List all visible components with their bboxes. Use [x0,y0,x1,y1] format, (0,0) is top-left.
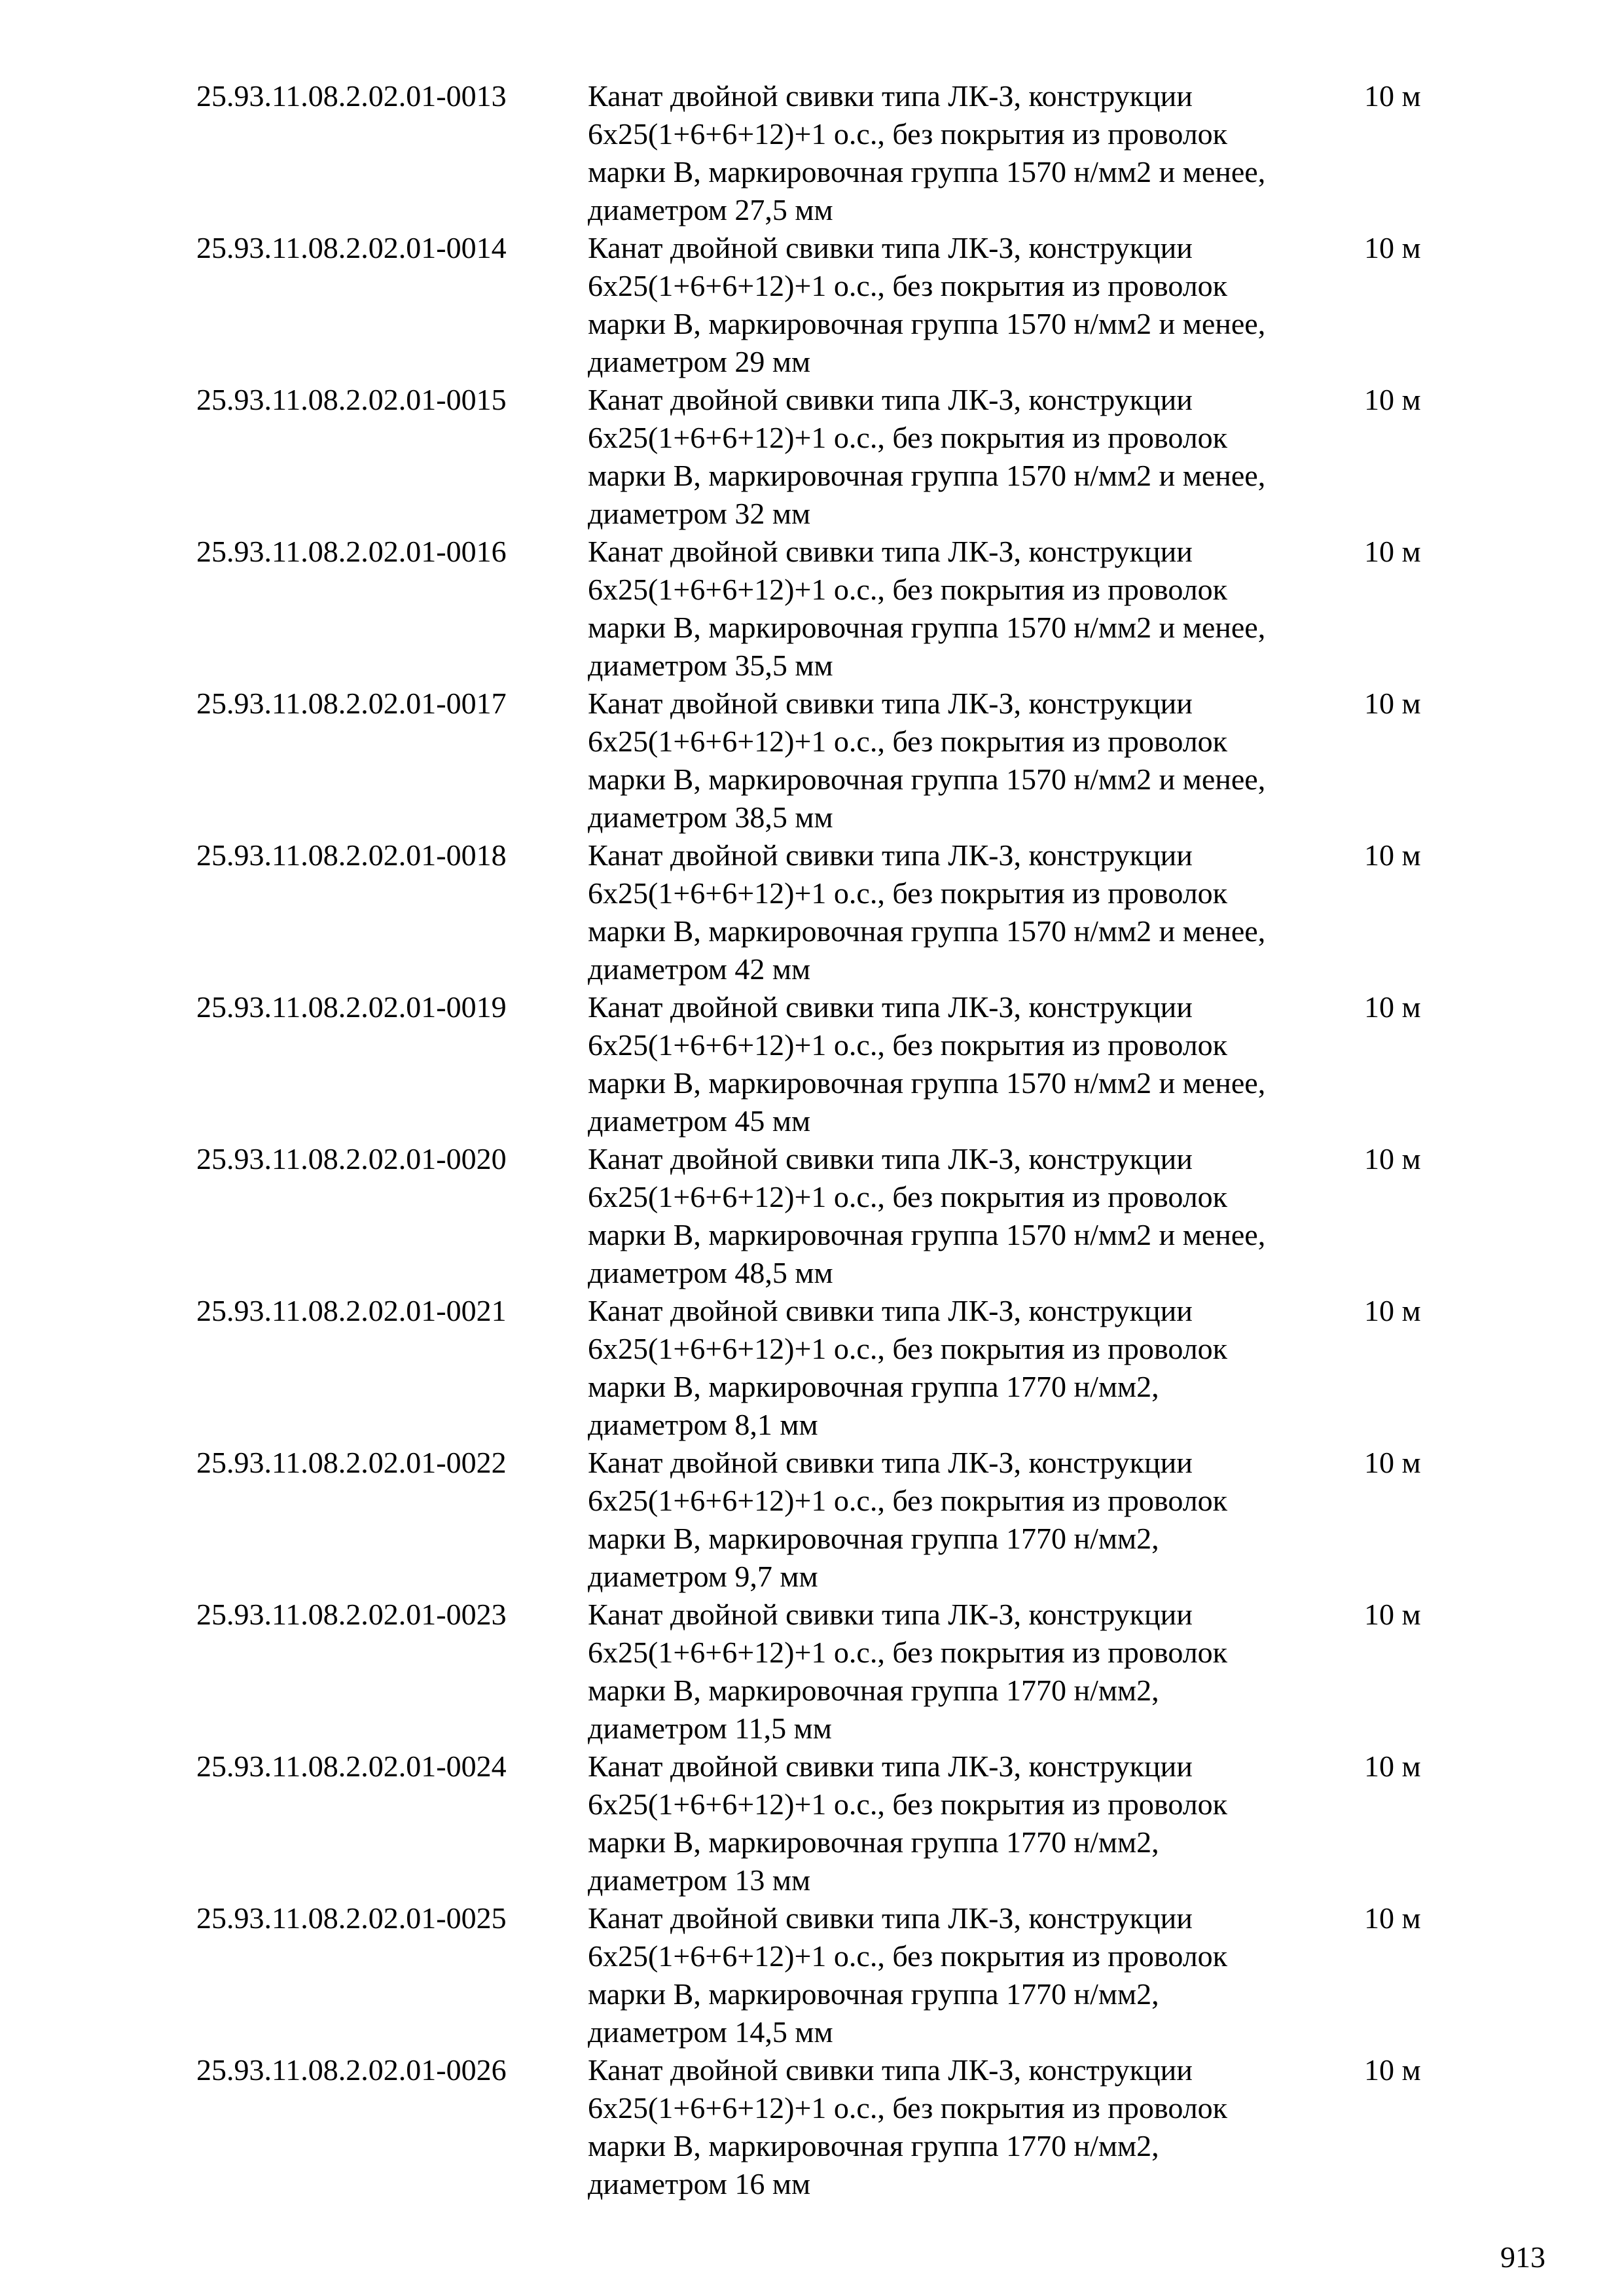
unit-of-measure: 10 м [1364,1901,1421,1935]
resource-description [588,229,1364,381]
description-line: марки В, маркировочная группа 1570 н/мм2 и менее, [588,762,1266,796]
description-line: диаметром 29 мм [588,345,811,378]
description-line: Канат двойной свивки типа ЛК-З, конструкции [588,231,1193,264]
unit-of-measure: 10 м [1364,1749,1421,1783]
resource-code: 25.93.11.08.2.02.01-0015 [196,383,507,416]
description-line: 6х25(1+6+6+12)+1 о.с., без покрытия из проволок [588,421,1228,454]
description-line: марки В, маркировочная группа 1770 н/мм2, [588,1522,1159,1555]
resource-code: 25.93.11.08.2.02.01-0018 [196,838,507,872]
description-line: диаметром 27,5 мм [588,193,833,226]
description-line: 6х25(1+6+6+12)+1 о.с., без покрытия из проволок [588,1180,1228,1213]
resource-code: 25.93.11.08.2.02.01-0025 [196,1901,507,1935]
table-row [196,1140,1440,1292]
resource-description [588,533,1364,685]
table-row [196,1596,1440,1748]
unit-of-measure: 10 м [1364,1446,1421,1479]
description-line: Канат двойной свивки типа ЛК-З, конструкции [588,990,1193,1024]
resource-code: 25.93.11.08.2.02.01-0026 [196,2053,507,2087]
unit-of-measure: 10 м [1364,838,1421,872]
unit-of-measure: 10 м [1364,1294,1421,1327]
description-line: Канат двойной свивки типа ЛК-З, конструкции [588,2053,1193,2087]
description-line: 6х25(1+6+6+12)+1 о.с., без покрытия из проволок [588,1787,1228,1821]
unit-of-measure: 10 м [1364,1598,1421,1631]
table-row [196,836,1440,988]
resource-description [588,77,1364,229]
resource-code: 25.93.11.08.2.02.01-0013 [196,79,507,113]
description-line: 6х25(1+6+6+12)+1 о.с., без покрытия из проволок [588,2091,1228,2125]
description-line: диаметром 45 мм [588,1104,811,1138]
description-line: 6х25(1+6+6+12)+1 о.с., без покрытия из проволок [588,573,1228,606]
description-line: диаметром 11,5 мм [588,1712,832,1745]
table-row [196,381,1440,533]
description-line: марки В, маркировочная группа 1570 н/мм2 и менее, [588,307,1266,340]
table-row [196,1748,1440,1899]
description-line: марки В, маркировочная группа 1570 н/мм2 и менее, [588,155,1266,188]
table-row [196,1292,1440,1444]
table-row [196,533,1440,685]
description-line: диаметром 13 мм [588,1863,811,1897]
description-line: диаметром 32 мм [588,497,811,530]
description-line: Канат двойной свивки типа ЛК-З, конструкции [588,1598,1193,1631]
description-line: Канат двойной свивки типа ЛК-З, конструкции [588,383,1193,416]
resource-code: 25.93.11.08.2.02.01-0019 [196,990,507,1024]
description-line: 6х25(1+6+6+12)+1 о.с., без покрытия из проволок [588,1484,1228,1517]
description-line: 6х25(1+6+6+12)+1 о.с., без покрытия из проволок [588,1939,1228,1973]
unit-of-measure: 10 м [1364,535,1421,568]
description-line: Канат двойной свивки типа ЛК-З, конструкции [588,687,1193,720]
resource-description [588,381,1364,533]
description-line: Канат двойной свивки типа ЛК-З, конструкции [588,79,1193,113]
description-line: марки В, маркировочная группа 1770 н/мм2, [588,1825,1159,1859]
resource-description [588,836,1364,988]
resource-code: 25.93.11.08.2.02.01-0021 [196,1294,507,1327]
description-line: Канат двойной свивки типа ЛК-З, конструкции [588,1142,1193,1175]
resource-code: 25.93.11.08.2.02.01-0014 [196,231,507,264]
description-line: 6х25(1+6+6+12)+1 о.с., без покрытия из проволок [588,269,1228,302]
resource-description [588,1292,1364,1444]
resource-code: 25.93.11.08.2.02.01-0016 [196,535,507,568]
description-line: марки В, маркировочная группа 1570 н/мм2 и менее, [588,1066,1266,1100]
resource-code: 25.93.11.08.2.02.01-0017 [196,687,507,720]
description-line: 6х25(1+6+6+12)+1 о.с., без покрытия из проволок [588,725,1228,758]
resource-description [588,1899,1364,2051]
resource-code: 25.93.11.08.2.02.01-0024 [196,1749,507,1783]
table-row [196,229,1440,381]
description-line: 6х25(1+6+6+12)+1 о.с., без покрытия из проволок [588,117,1228,151]
description-line: диаметром 38,5 мм [588,800,833,834]
resource-description [588,988,1364,1140]
description-line: диаметром 35,5 мм [588,649,833,682]
table-row [196,1899,1440,2051]
resource-description [588,1444,1364,1596]
description-line: марки В, маркировочная группа 1570 н/мм2 и менее, [588,459,1266,492]
description-line: 6х25(1+6+6+12)+1 о.с., без покрытия из проволок [588,1028,1228,1062]
unit-of-measure: 10 м [1364,687,1421,720]
description-line: Канат двойной свивки типа ЛК-З, конструкции [588,535,1193,568]
description-line: Канат двойной свивки типа ЛК-З, конструкции [588,838,1193,872]
resource-code: 25.93.11.08.2.02.01-0020 [196,1142,507,1175]
resource-code: 25.93.11.08.2.02.01-0022 [196,1446,507,1479]
page-number: 913 [1500,2240,1545,2274]
description-line: марки В, маркировочная группа 1770 н/мм2, [588,1370,1159,1403]
description-line: 6х25(1+6+6+12)+1 о.с., без покрытия из проволок [588,876,1228,910]
resource-description [588,1596,1364,1748]
table-row [196,685,1440,836]
resource-description [588,1748,1364,1899]
table-row [196,2051,1440,2203]
table-row [196,77,1440,229]
unit-of-measure: 10 м [1364,79,1421,113]
description-line: диаметром 14,5 мм [588,2015,833,2049]
resource-table [196,77,1440,2203]
description-line: марки В, маркировочная группа 1570 н/мм2 и менее, [588,1218,1266,1251]
description-line: марки В, маркировочная группа 1770 н/мм2, [588,2129,1159,2162]
description-line: Канат двойной свивки типа ЛК-З, конструкции [588,1901,1193,1935]
description-line: Канат двойной свивки типа ЛК-З, конструкции [588,1294,1193,1327]
description-line: 6х25(1+6+6+12)+1 о.с., без покрытия из проволок [588,1332,1228,1365]
resource-code: 25.93.11.08.2.02.01-0023 [196,1598,507,1631]
description-line: диаметром 8,1 мм [588,1408,818,1441]
description-line: 6х25(1+6+6+12)+1 о.с., без покрытия из проволок [588,1636,1228,1669]
description-line: марки В, маркировочная группа 1770 н/мм2, [588,1977,1159,2011]
unit-of-measure: 10 м [1364,1142,1421,1175]
description-line: диаметром 16 мм [588,2167,811,2200]
description-line: Канат двойной свивки типа ЛК-З, конструкции [588,1749,1193,1783]
unit-of-measure: 10 м [1364,231,1421,264]
resource-description [588,2051,1364,2203]
description-line: диаметром 9,7 мм [588,1560,818,1593]
unit-of-measure: 10 м [1364,383,1421,416]
description-line: марки В, маркировочная группа 1570 н/мм2 и менее, [588,914,1266,948]
description-line: диаметром 48,5 мм [588,1256,833,1289]
unit-of-measure: 10 м [1364,990,1421,1024]
resource-description [588,685,1364,836]
table-row [196,1444,1440,1596]
description-line: марки В, маркировочная группа 1570 н/мм2 и менее, [588,611,1266,644]
resource-description [588,1140,1364,1292]
unit-of-measure: 10 м [1364,2053,1421,2087]
description-line: диаметром 42 мм [588,952,811,986]
table-row [196,988,1440,1140]
description-line: Канат двойной свивки типа ЛК-З, конструкции [588,1446,1193,1479]
description-line: марки В, маркировочная группа 1770 н/мм2, [588,1674,1159,1707]
